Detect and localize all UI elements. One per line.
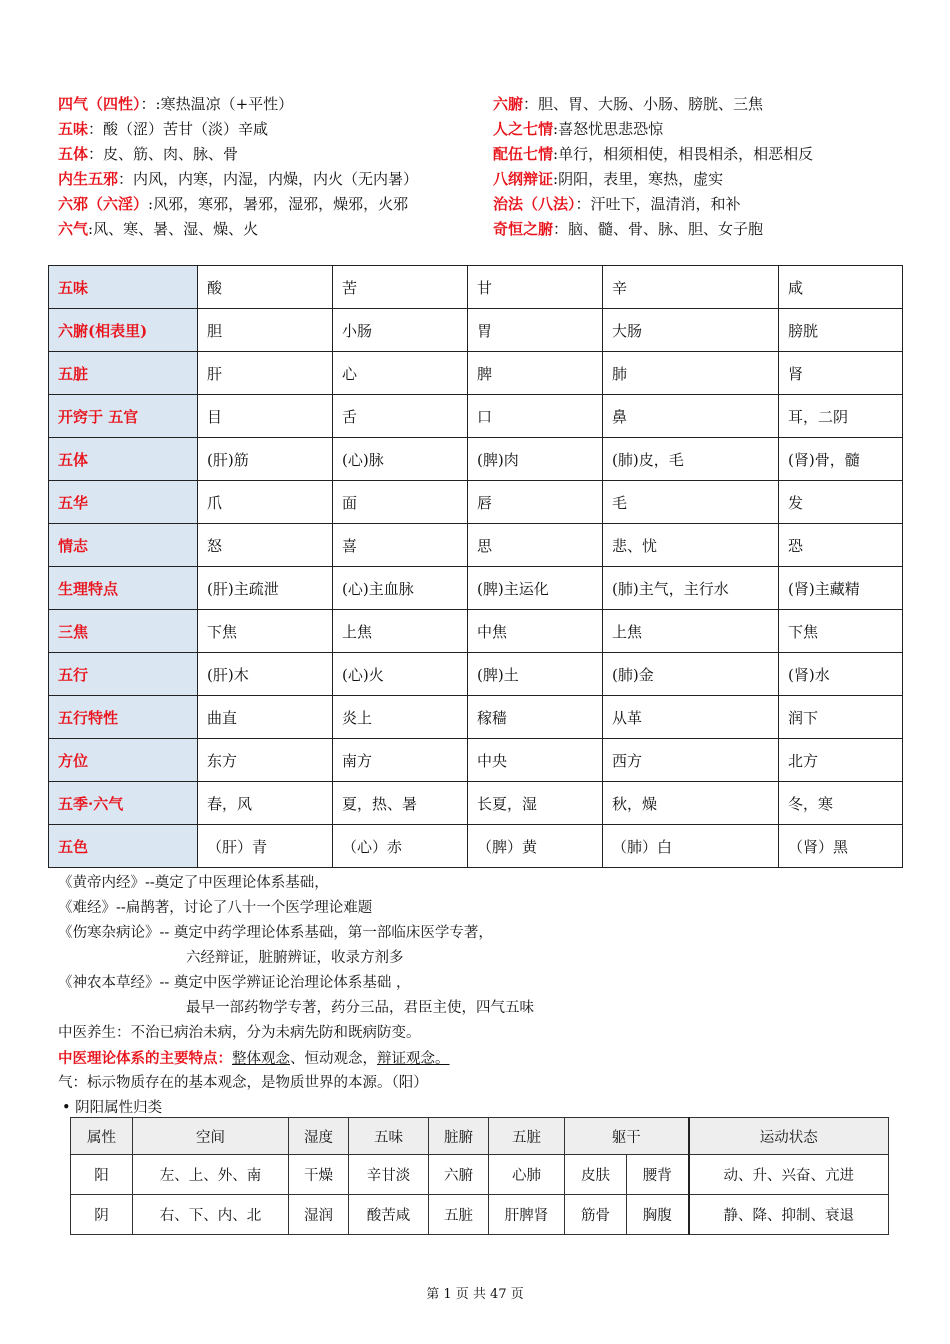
table-cell: (肺)金 bbox=[603, 653, 779, 696]
table-cell: 东方 bbox=[198, 739, 333, 782]
header-cell: 脏腑 bbox=[429, 1118, 489, 1155]
table-cell: 辛甘淡 bbox=[349, 1155, 429, 1195]
note-line: 《神农本草经》-- 奠定中医学辨证论治理论体系基础 ， bbox=[58, 975, 411, 991]
def-line: 六邪（六淫）:风邪，寒邪，暑邪，湿邪，燥邪，火邪 bbox=[58, 195, 409, 213]
table-cell: 筋骨 bbox=[565, 1195, 627, 1235]
table-cell: (肝)主疏泄 bbox=[198, 567, 333, 610]
note-line: 气：标示物质存在的基本观念，是物质世界的本源。（阳） bbox=[58, 1075, 428, 1091]
table-cell: 膀胱 bbox=[779, 309, 903, 352]
table-cell: 五脏 bbox=[429, 1195, 489, 1235]
table-row bbox=[49, 739, 903, 782]
table-cell: 阴 bbox=[71, 1195, 133, 1235]
five-elements-table-body bbox=[49, 266, 903, 868]
table-cell: 静、降、抑制、衰退 bbox=[689, 1195, 889, 1235]
table-row bbox=[49, 438, 903, 481]
table-cell: 皮肤 bbox=[565, 1155, 627, 1195]
row-header-cell: 五味 bbox=[49, 266, 198, 309]
table-cell: 六腑 bbox=[429, 1155, 489, 1195]
table-cell: 甘 bbox=[468, 266, 603, 309]
row-header-cell: 五脏 bbox=[49, 352, 198, 395]
table-cell: （心）赤 bbox=[333, 825, 468, 868]
table-cell: 南方 bbox=[333, 739, 468, 782]
table-row bbox=[49, 309, 903, 352]
table-row bbox=[49, 825, 903, 868]
table-cell: (肾)主藏精 bbox=[779, 567, 903, 610]
table-cell: 右、下、内、北 bbox=[133, 1195, 289, 1235]
table-row bbox=[49, 567, 903, 610]
table-cell: (心)脉 bbox=[333, 438, 468, 481]
table-cell: (脾)主运化 bbox=[468, 567, 603, 610]
top-left-column bbox=[58, 92, 418, 242]
table-cell: 动、升、兴奋、亢进 bbox=[689, 1155, 889, 1195]
notes-section bbox=[58, 871, 918, 1096]
table-cell: 左、上、外、南 bbox=[133, 1155, 289, 1195]
table-cell: 春，风 bbox=[198, 782, 333, 825]
table-cell: (肾)水 bbox=[779, 653, 903, 696]
table-cell: 舌 bbox=[333, 395, 468, 438]
table-cell: 思 bbox=[468, 524, 603, 567]
table-cell: 腰背 bbox=[627, 1155, 689, 1195]
table-cell: 喜 bbox=[333, 524, 468, 567]
table-cell: 恐 bbox=[779, 524, 903, 567]
table-cell: 咸 bbox=[779, 266, 903, 309]
row-header-cell: 五行特性 bbox=[49, 696, 198, 739]
table-cell: 大肠 bbox=[603, 309, 779, 352]
row-header-cell: 五季·六气 bbox=[49, 782, 198, 825]
table-cell: 润下 bbox=[779, 696, 903, 739]
row-header-cell: 开窍于 五官 bbox=[49, 395, 198, 438]
row-header-cell: 方位 bbox=[49, 739, 198, 782]
table-cell: （脾）黄 bbox=[468, 825, 603, 868]
header-cell: 属性 bbox=[71, 1118, 133, 1155]
header-cell: 躯干 bbox=[565, 1118, 689, 1155]
table-cell: (脾)肉 bbox=[468, 438, 603, 481]
table-cell: 毛 bbox=[603, 481, 779, 524]
table-cell: (肾)骨，髓 bbox=[779, 438, 903, 481]
row-header-cell: 五行 bbox=[49, 653, 198, 696]
table-cell: 长夏，湿 bbox=[468, 782, 603, 825]
table-cell: 秋，燥 bbox=[603, 782, 779, 825]
header-cell: 五味 bbox=[349, 1118, 429, 1155]
header-cell: 运动状态 bbox=[689, 1118, 889, 1155]
table-cell: 面 bbox=[333, 481, 468, 524]
table-cell: (脾)土 bbox=[468, 653, 603, 696]
table-cell: 爪 bbox=[198, 481, 333, 524]
row-header-cell: 六腑(相表里) bbox=[49, 309, 198, 352]
table-cell: (心)火 bbox=[333, 653, 468, 696]
table-cell: 小肠 bbox=[333, 309, 468, 352]
row-header-cell: 五华 bbox=[49, 481, 198, 524]
table-row bbox=[49, 395, 903, 438]
table-cell: （肝）青 bbox=[198, 825, 333, 868]
table-row bbox=[49, 266, 903, 309]
table-cell: (肺)皮，毛 bbox=[603, 438, 779, 481]
def-line: 五体：皮、筋、肉、脉、骨 bbox=[58, 145, 239, 163]
table-cell: 鼻 bbox=[603, 395, 779, 438]
note-line: 《难经》--扁鹊著，讨论了八十一个医学理论难题 bbox=[58, 900, 373, 916]
yinyang-row-yin bbox=[71, 1195, 889, 1235]
note-line: 最早一部药物学专著，药分三品，君臣主使，四气五味 bbox=[186, 1000, 534, 1016]
def-line: 四气（四性）：:寒热温凉（+平性） bbox=[58, 95, 294, 113]
note-line: 《伤寒杂病论》-- 奠定中药学理论体系基础，第一部临床医学专著， bbox=[58, 925, 493, 941]
table-cell: 辛 bbox=[603, 266, 779, 309]
yinyang-header-row bbox=[71, 1118, 889, 1155]
table-cell: 炎上 bbox=[333, 696, 468, 739]
table-cell: 酸 bbox=[198, 266, 333, 309]
yinyang-row-yang bbox=[71, 1155, 889, 1195]
table-row bbox=[49, 524, 903, 567]
table-cell: 上焦 bbox=[333, 610, 468, 653]
table-cell: 中焦 bbox=[468, 610, 603, 653]
note-line: 六经辩证，脏腑辨证，收录方剂多 bbox=[186, 950, 404, 966]
def-line: 六腑：胆、胃、大肠、小肠、膀胱、三焦 bbox=[493, 95, 764, 113]
table-cell: 曲直 bbox=[198, 696, 333, 739]
table-cell: 胃 bbox=[468, 309, 603, 352]
note-line: 中医养生：不治已病治未病，分为未病先防和既病防变。 bbox=[58, 1025, 421, 1041]
table-cell: (肝)木 bbox=[198, 653, 333, 696]
def-line: 八纲辩证:阴阳，表里，寒热，虚实 bbox=[493, 170, 724, 188]
def-line: 人之七情:喜怒忧思悲恐惊 bbox=[493, 120, 664, 138]
def-line: 治法（八法）：汗吐下，温清消，和补 bbox=[493, 195, 741, 213]
table-cell: 唇 bbox=[468, 481, 603, 524]
table-row bbox=[49, 696, 903, 739]
table-cell: 酸苦咸 bbox=[349, 1195, 429, 1235]
table-cell: 目 bbox=[198, 395, 333, 438]
page-footer: 第 1 页 共 47 页 bbox=[426, 1287, 524, 1302]
table-cell: 上焦 bbox=[603, 610, 779, 653]
table-cell: （肺）白 bbox=[603, 825, 779, 868]
table-cell: (肺)主气，主行水 bbox=[603, 567, 779, 610]
table-row bbox=[49, 653, 903, 696]
table-cell: 西方 bbox=[603, 739, 779, 782]
five-elements-table bbox=[48, 265, 903, 868]
table-cell: 脾 bbox=[468, 352, 603, 395]
table-cell: 胆 bbox=[198, 309, 333, 352]
def-line: 内生五邪：内风，内寒，内湿，内燥，内火（无内暑） bbox=[58, 170, 419, 188]
def-line: 五味：酸（涩）苦甘（淡）辛咸 bbox=[58, 120, 269, 138]
table-row bbox=[49, 352, 903, 395]
table-cell: 苦 bbox=[333, 266, 468, 309]
table-cell: 心肺 bbox=[489, 1155, 565, 1195]
table-row bbox=[49, 610, 903, 653]
table-cell: 怒 bbox=[198, 524, 333, 567]
table-cell: 湿润 bbox=[289, 1195, 349, 1235]
table-cell: 悲、忧 bbox=[603, 524, 779, 567]
table-cell: 肾 bbox=[779, 352, 903, 395]
header-cell: 五脏 bbox=[489, 1118, 565, 1155]
table-cell: 肝脾肾 bbox=[489, 1195, 565, 1235]
table-cell: 夏，热、暑 bbox=[333, 782, 468, 825]
table-cell: 冬，寒 bbox=[779, 782, 903, 825]
table-cell: 肝 bbox=[198, 352, 333, 395]
top-right-column bbox=[493, 92, 813, 242]
table-cell: 下焦 bbox=[198, 610, 333, 653]
table-cell: 口 bbox=[468, 395, 603, 438]
row-header-cell: 三焦 bbox=[49, 610, 198, 653]
table-cell: (肝)筋 bbox=[198, 438, 333, 481]
row-header-cell: 五色 bbox=[49, 825, 198, 868]
table-cell: (心)主血脉 bbox=[333, 567, 468, 610]
def-line: 奇恒之腑：脑、髓、骨、脉、胆、女子胞 bbox=[493, 220, 764, 238]
note-line: 中医理论体系的主要特点：整体观念、恒动观念，辩证观念。 bbox=[58, 1050, 450, 1067]
table-cell: 发 bbox=[779, 481, 903, 524]
table-cell: 下焦 bbox=[779, 610, 903, 653]
def-line: 配伍七情:单行，相须相使，相畏相杀，相恶相反 bbox=[493, 145, 814, 163]
table-cell: 中央 bbox=[468, 739, 603, 782]
table-cell: （肾）黑 bbox=[779, 825, 903, 868]
table-cell: 阳 bbox=[71, 1155, 133, 1195]
row-header-cell: 五体 bbox=[49, 438, 198, 481]
table-cell: 肺 bbox=[603, 352, 779, 395]
table-cell: 心 bbox=[333, 352, 468, 395]
table-row bbox=[49, 481, 903, 524]
header-cell: 空间 bbox=[133, 1118, 289, 1155]
table-row bbox=[49, 782, 903, 825]
row-header-cell: 生理特点 bbox=[49, 567, 198, 610]
header-cell: 湿度 bbox=[289, 1118, 349, 1155]
yinyang-title: • 阴阳属性归类 bbox=[62, 1100, 163, 1116]
def-line: 六气:风、寒、暑、湿、燥、火 bbox=[58, 220, 259, 238]
table-cell: 稼穑 bbox=[468, 696, 603, 739]
yinyang-table bbox=[70, 1117, 889, 1235]
row-header-cell: 情志 bbox=[49, 524, 198, 567]
table-cell: 干燥 bbox=[289, 1155, 349, 1195]
table-cell: 北方 bbox=[779, 739, 903, 782]
table-cell: 耳，二阴 bbox=[779, 395, 903, 438]
table-cell: 从革 bbox=[603, 696, 779, 739]
table-cell: 胸腹 bbox=[627, 1195, 689, 1235]
note-line: 《黄帝内经》--奠定了中医理论体系基础， bbox=[58, 875, 329, 891]
